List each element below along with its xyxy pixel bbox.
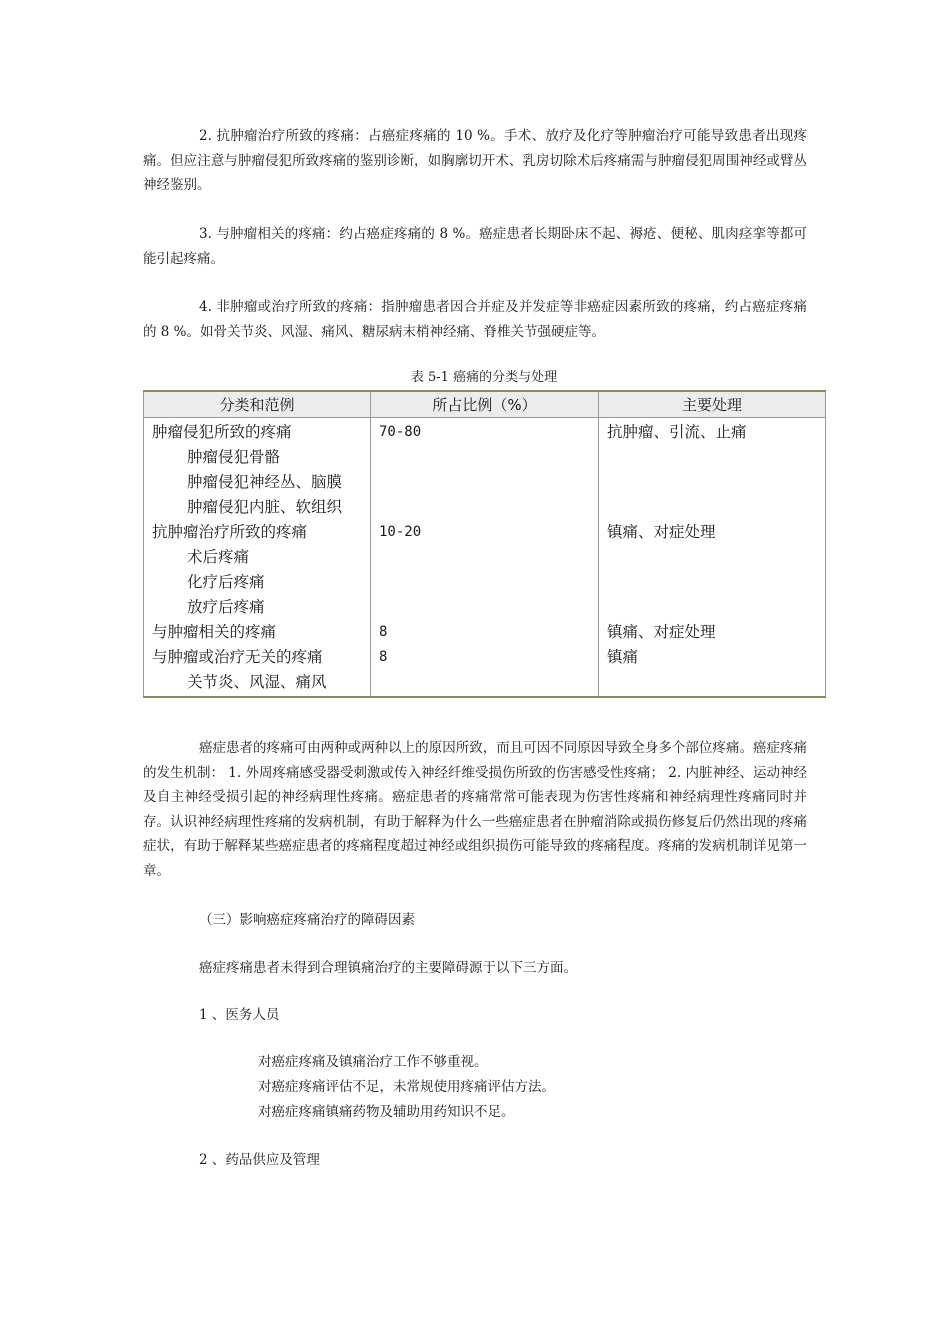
category-example: 化疗后疼痛 xyxy=(187,573,265,591)
section-heading: （三）影响癌症疼痛治疗的障碍因素 xyxy=(199,912,415,928)
paragraph-tumor-related-pain: 3. 与肿瘤相关的疼痛：约占癌症疼痛的 8 %。癌症患者长期卧床不起、褥疮、便秘、肌肉痉挛等都可能引起疼痛。 xyxy=(143,226,807,267)
paragraph-non-tumor-pain: 4. 非肿瘤或治疗所致的疼痛：指肿瘤患者因合并症及并发症等非癌症因素所致的疼痛，约占癌症疼痛的 8 %。如骨关节炎、风湿、痛风、糖尿病末梢神经痛、脊椎关节强硬症等。 xyxy=(143,299,807,340)
item1-point: 对癌症疼痛及镇痛治疗工作不够重视。 xyxy=(258,1054,488,1070)
ratio-value: 8 xyxy=(379,649,388,665)
treatment-value: 抗肿瘤、引流、止痛 xyxy=(607,423,747,441)
pain-classification-table xyxy=(143,390,826,698)
table-caption: 表 5-1 癌痛的分类与处理 xyxy=(410,370,558,385)
category-main: 与肿瘤或治疗无关的疼痛 xyxy=(152,648,323,666)
category-example: 术后疼痛 xyxy=(187,548,250,566)
item2-title: 2 、药品供应及管理 xyxy=(199,1152,320,1168)
paragraph-pain-mechanism: 癌症患者的疼痛可由两种或两种以上的原因所致，而且可因不同原因导致全身多个部位疼痛。癌症疼痛的发生机制： 1. 外周疼痛感受器受刺激或传入神经纤维受损伤所致的伤害感受性疼痛； 2. 内脏神经、运动神经及自主神经受损引起的神经病理性疼痛。癌症患者的疼痛常常可能表现为伤害性疼痛和神经病理性疼痛同时并存。认识神经病理性疼痛的发病机制，有助于解释为什么一些癌症患者在肿瘤消除或损伤修复后仍然出现的疼痛症状，有助于解释某些癌症患者的疼痛程度超过神经或组织损伤可能导致的疼痛程度。疼痛的发病机制详见第一章。 xyxy=(143,740,807,879)
treatment-value: 镇痛 xyxy=(607,648,639,666)
category-example: 肿瘤侵犯骨骼 xyxy=(187,448,281,466)
section-intro: 癌症疼痛患者未得到合理镇痛治疗的主要障碍源于以下三方面。 xyxy=(199,960,577,976)
header-ratio: 所占比例（%） xyxy=(371,391,599,418)
treatment-value: 镇痛、对症处理 xyxy=(607,523,716,541)
category-main: 与肿瘤相关的疼痛 xyxy=(152,623,277,641)
item1-point: 对癌症疼痛镇痛药物及辅助用药知识不足。 xyxy=(258,1104,515,1120)
category-main: 抗肿瘤治疗所致的疼痛 xyxy=(152,523,308,541)
ratio-value: 70-80 xyxy=(379,424,422,440)
table-row xyxy=(144,418,826,698)
item1-point: 对癌症疼痛评估不足，未常规使用疼痛评估方法。 xyxy=(258,1079,555,1095)
category-example: 关节炎、风湿、痛风 xyxy=(187,673,327,691)
header-treatment: 主要处理 xyxy=(599,391,826,418)
ratio-cell xyxy=(371,418,599,698)
category-example: 肿瘤侵犯内脏、软组织 xyxy=(187,498,343,516)
treatment-cell xyxy=(599,418,826,698)
item1-title: 1 、医务人员 xyxy=(199,1007,280,1023)
ratio-value: 8 xyxy=(379,624,388,640)
treatment-value: 镇痛、对症处理 xyxy=(607,623,716,641)
category-main: 肿瘤侵犯所致的疼痛 xyxy=(152,423,292,441)
ratio-value: 10-20 xyxy=(379,524,422,540)
header-category: 分类和范例 xyxy=(144,391,371,418)
table-header-row xyxy=(144,391,826,418)
category-example: 放疗后疼痛 xyxy=(187,598,265,616)
paragraph-treatment-pain: 2. 抗肿瘤治疗所致的疼痛：占癌症疼痛的 10 %。手术、放疗及化疗等肿瘤治疗可能导致患者出现疼痛。但应注意与肿瘤侵犯所致疼痛的鉴别诊断，如胸廓切开术、乳房切除术后疼痛需与肿瘤侵犯周围神经或臂丛神经鉴别。 xyxy=(143,128,807,193)
category-example: 肿瘤侵犯神经丛、脑膜 xyxy=(187,473,343,491)
category-cell xyxy=(144,418,371,698)
